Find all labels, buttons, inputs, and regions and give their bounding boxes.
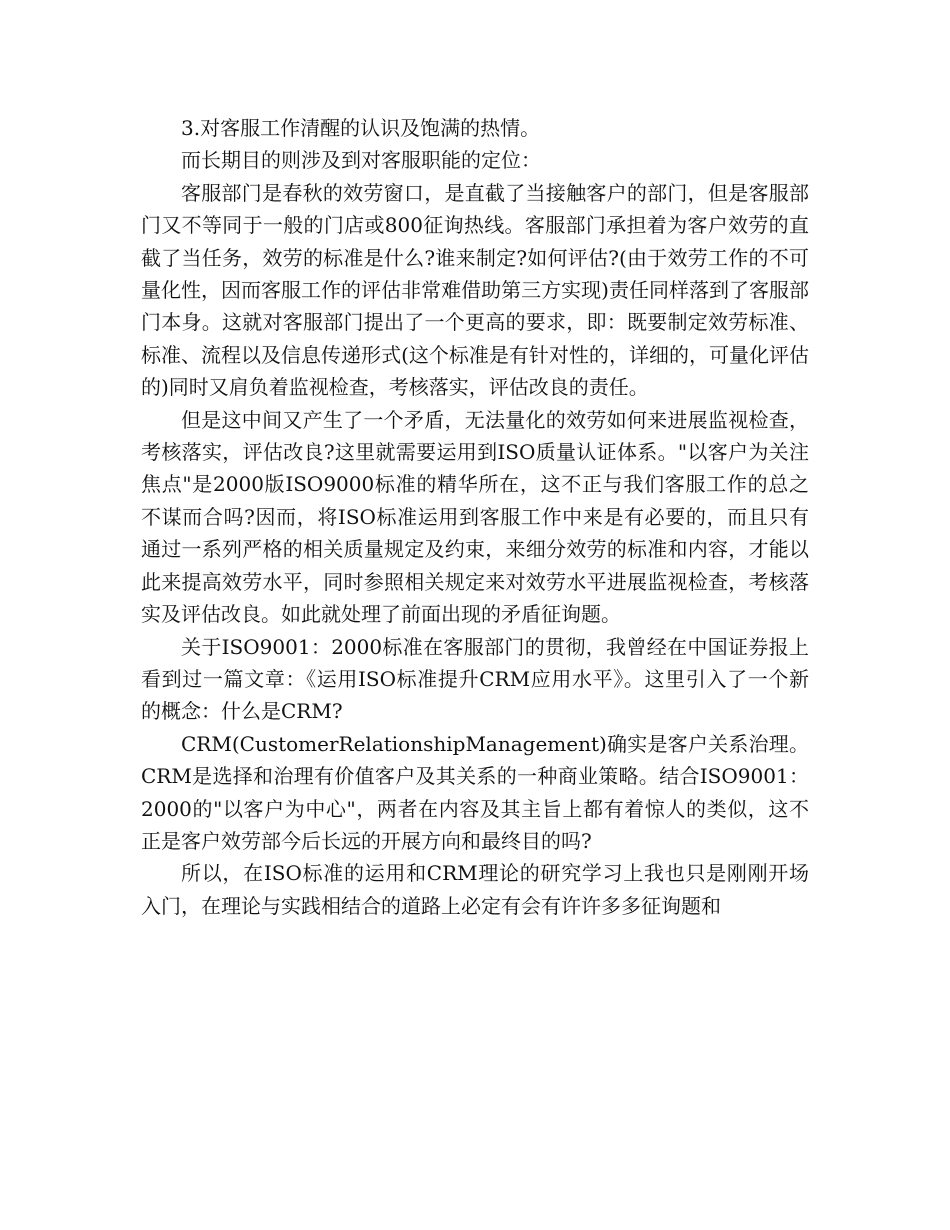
paragraph-iso9001-article: 关于ISO9001：2000标准在客服部门的贯彻，我曾经在中国证券报上看到过一篇文章：《运用ISO标准提升CRM应用水平》。这里引入了一个新的概念：什么是CRM? xyxy=(141,634,809,724)
paragraph-customer-service-role: 客服部门是春秋的效劳窗口，是直截了当接触客户的部门，但是客服部门又不等同于一般的门店或800征询热线。客服部门承担着为客户效劳的直截了当任务，效劳的标准是什么?谁来制定?如何评估?(由于效劳工作的不可量化性，因而客服工作的评估非常难借助第三方实现)责任同样落到了客服部门本身。这就对客服部门提出了一个更高的要求，即：既要制定效劳标准、标准、流程以及信息传递形式(这个标准是有针对性的，详细的，可量化评估的)同时又肩负着监视检查，考核落实，评估改良的责任。 xyxy=(141,180,809,400)
paragraph-iso-system: 但是这中间又产生了一个矛盾，无法量化的效劳如何来进展监视检查，考核落实，评估改良?这里就需要运用到ISO质量认证体系。"以客户为关注焦点"是2000版ISO9000标准的精华所在，这不正与我们客服工作的总之不谋而合吗?因而，将ISO标准运用到客服工作中来是有必要的，而且只有通过一系列严格的相关质量规定及约束，来细分效劳的标准和内容，才能以此来提高效劳水平，同时参照相关规定来对效劳水平进展监视检查，考核落实及评估改良。如此就处理了前面出现的矛盾征询题。 xyxy=(141,407,809,627)
paragraph-goal-3: 3.对客服工作清醒的认识及饱满的热情。 xyxy=(181,116,541,140)
paragraph-long-term-intro: 而长期目的则涉及到对客服职能的定位： xyxy=(181,148,541,173)
document-body xyxy=(141,112,809,922)
paragraph-crm-definition: CRM(CustomerRelationshipManagement)确实是客户关系治理。CRM是选择和治理有价值客户及其关系的一种商业策略。结合ISO9001：2000的"以客户为中心"，两者在内容及其主旨上都有着惊人的类似，这不正是客户效劳部今后长远的开展方向和最终目的吗? xyxy=(141,731,809,853)
paragraph-conclusion: 所以，在ISO标准的运用和CRM理论的研究学习上我也只是刚刚开场入门，在理论与实践相结合的道路上必定有会有许许多多征询题和 xyxy=(141,861,809,918)
